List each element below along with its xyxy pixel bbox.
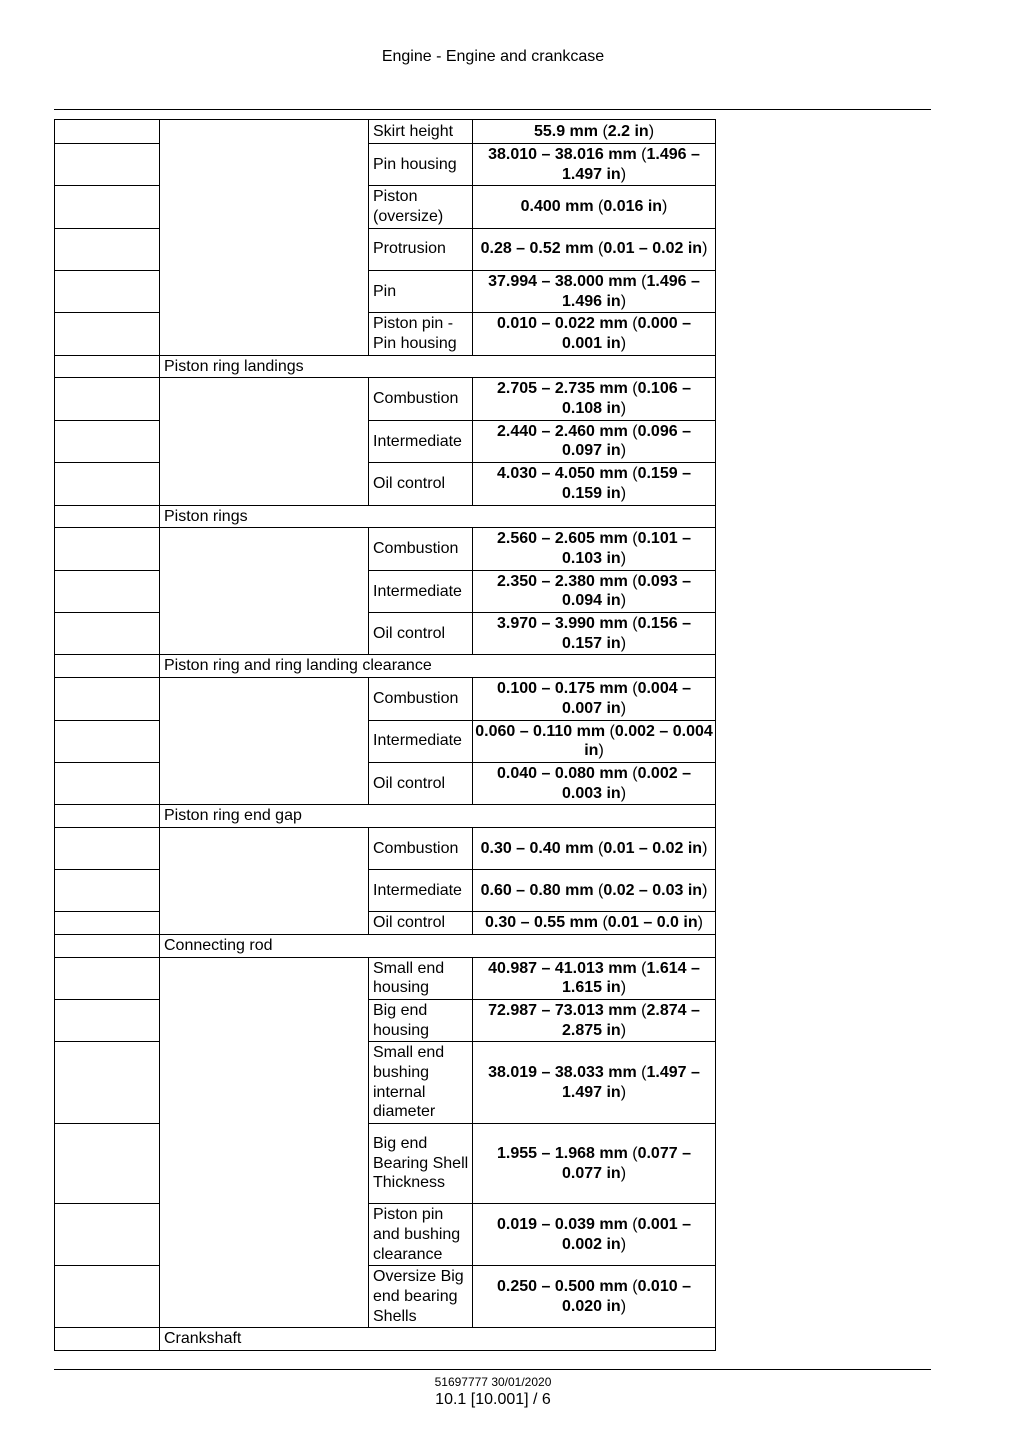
value-mm: 3.970 – 3.990 mm <box>497 615 628 633</box>
spec-label: Combustion <box>369 828 473 870</box>
value-in: 0.106 – 0.108 in <box>561 380 691 418</box>
spec-label: Piston (oversize) <box>369 186 473 228</box>
paren-close: ) <box>620 484 627 502</box>
spec-label: Oil control <box>369 762 473 804</box>
spec-row <box>55 378 716 420</box>
spec-value <box>473 144 716 186</box>
spec-row <box>55 228 716 270</box>
paren-open: ( <box>636 959 647 977</box>
spec-value <box>473 378 716 420</box>
header-rule <box>54 109 931 110</box>
value-in: 1.496 – 1.497 in <box>561 146 700 183</box>
paren-open: ( <box>627 1144 638 1162</box>
value-mm: 0.30 – 0.40 mm <box>480 839 594 857</box>
spec-label: Intermediate <box>369 420 473 462</box>
value-in: 0.010 – 0.020 in <box>561 1278 691 1315</box>
spec-row <box>55 720 716 762</box>
blank-cell <box>55 1124 160 1204</box>
section-title: Piston rings <box>160 505 716 528</box>
paren-open: ( <box>593 881 604 899</box>
value-mm: 0.30 – 0.55 mm <box>485 914 598 932</box>
spec-label: Intermediate <box>369 870 473 912</box>
paren-close: ) <box>620 400 627 418</box>
spec-row <box>55 144 716 186</box>
blank-cell <box>55 957 160 999</box>
paren-close: ) <box>620 1021 627 1039</box>
spec-label: Pin housing <box>369 144 473 186</box>
spec-row <box>55 912 716 935</box>
blank-cell <box>55 870 160 912</box>
paren-open: ( <box>627 422 638 440</box>
blank-cell <box>55 270 160 312</box>
blank-cell <box>55 1204 160 1266</box>
value-in: 1.497 – 1.497 in <box>561 1064 700 1101</box>
blank-cell <box>55 1266 160 1328</box>
paren-open: ( <box>593 839 604 857</box>
paren-open: ( <box>636 146 647 163</box>
section-title: Piston ring and ring landing clearance <box>160 655 716 678</box>
spec-label: Oil control <box>369 463 473 505</box>
paren-close: ) <box>620 165 627 183</box>
value-in: 0.101 – 0.103 in <box>561 530 691 567</box>
value-in: 0.02 – 0.03 in <box>603 881 703 899</box>
spec-row <box>55 1042 716 1124</box>
value-mm: 40.987 – 41.013 mm <box>488 959 637 977</box>
blank-cell <box>55 828 160 870</box>
spec-row <box>55 270 716 312</box>
blank-cell <box>55 228 160 270</box>
spec-label: Piston pin - Pin housing <box>369 313 473 355</box>
blank-cell <box>55 805 160 828</box>
value-in: 0.002 – 0.004 in <box>584 722 713 760</box>
paren-open: ( <box>627 680 638 698</box>
value-in: 0.093 – 0.094 in <box>561 572 691 610</box>
spec-label: Oil control <box>369 613 473 655</box>
spec-row <box>55 1204 716 1266</box>
spec-row <box>55 762 716 804</box>
spec-row <box>55 313 716 355</box>
paren-close: ) <box>598 742 604 760</box>
value-mm: 0.100 – 0.175 mm <box>497 680 628 698</box>
spec-label: Small end bushing internal diameter <box>369 1042 473 1124</box>
spec-value <box>473 570 716 612</box>
spec-value <box>473 1042 716 1124</box>
value-mm: 2.560 – 2.605 mm <box>497 530 628 548</box>
value-mm: 0.019 – 0.039 mm <box>497 1215 628 1233</box>
blank-cell <box>55 678 160 720</box>
value-in: 0.096 – 0.097 in <box>561 422 691 460</box>
section-title: Connecting rod <box>160 934 716 957</box>
blank-cell <box>55 463 160 505</box>
section-row <box>55 655 716 678</box>
value-mm: 72.987 – 73.013 mm <box>488 1001 637 1019</box>
spec-label: Intermediate <box>369 720 473 762</box>
spec-value <box>473 999 716 1041</box>
spec-label: Combustion <box>369 528 473 570</box>
blank-cell <box>55 378 160 420</box>
value-mm: 0.400 mm <box>520 198 594 216</box>
paren-close: ) <box>620 442 627 460</box>
value-in: 1.496 – 1.496 in <box>561 272 700 310</box>
spec-label: Intermediate <box>369 570 473 612</box>
value-in: 1.614 – 1.615 in <box>561 959 700 997</box>
spec-value <box>473 912 716 935</box>
spec-label: Skirt height <box>369 120 473 144</box>
spec-value <box>473 270 716 312</box>
spec-row <box>55 613 716 655</box>
blank-merged-cell <box>160 120 369 356</box>
value-mm: 0.60 – 0.80 mm <box>480 881 594 899</box>
spec-label: Oversize Big end bearing Shells <box>369 1266 473 1328</box>
value-in: 2.874 – 2.875 in <box>561 1001 700 1039</box>
paren-close: ) <box>702 240 708 258</box>
spec-table <box>54 119 716 1351</box>
paren-close: ) <box>620 1164 627 1182</box>
paren-close: ) <box>620 979 627 997</box>
section-row <box>55 355 716 378</box>
spec-label: Pin <box>369 270 473 312</box>
paren-close: ) <box>620 292 627 310</box>
value-in: 0.077 – 0.077 in <box>561 1144 691 1182</box>
spec-value <box>473 957 716 999</box>
paren-open: ( <box>627 530 638 548</box>
spec-value <box>473 463 716 505</box>
blank-cell <box>55 999 160 1041</box>
paren-open: ( <box>627 1278 638 1296</box>
spec-label: Small end housing <box>369 957 473 999</box>
spec-label: Big end Bearing Shell Thickness <box>369 1124 473 1204</box>
blank-cell <box>55 528 160 570</box>
paren-close: ) <box>620 1083 627 1101</box>
blank-cell <box>55 934 160 957</box>
blank-cell <box>55 1328 160 1351</box>
value-mm: 55.9 mm <box>533 122 599 140</box>
value-in: 0.004 – 0.007 in <box>561 680 691 717</box>
paren-close: ) <box>620 549 627 567</box>
value-in: 0.016 in <box>603 198 663 216</box>
blank-cell <box>55 720 160 762</box>
section-row <box>55 934 716 957</box>
value-mm: 0.060 – 0.110 mm <box>475 722 606 740</box>
blank-merged-cell <box>160 528 369 655</box>
blank-cell <box>55 1042 160 1124</box>
spec-row <box>55 828 716 870</box>
paren-open: ( <box>627 315 638 333</box>
section-row <box>55 505 716 528</box>
paren-close: ) <box>620 634 627 652</box>
spec-row <box>55 186 716 228</box>
value-in: 0.01 – 0.0 in <box>607 914 698 932</box>
spec-row <box>55 420 716 462</box>
value-mm: 4.030 – 4.050 mm <box>497 465 628 483</box>
spec-label: Piston pin and bushing clearance <box>369 1204 473 1266</box>
value-mm: 0.250 – 0.500 mm <box>497 1278 628 1296</box>
spec-value <box>473 720 716 762</box>
spec-row <box>55 678 716 720</box>
section-row <box>55 805 716 828</box>
paren-open: ( <box>627 615 638 633</box>
blank-cell <box>55 570 160 612</box>
spec-row <box>55 463 716 505</box>
spec-label: Protrusion <box>369 228 473 270</box>
spec-value <box>473 678 716 720</box>
spec-label: Combustion <box>369 378 473 420</box>
spec-row <box>55 957 716 999</box>
paren-close: ) <box>620 699 627 717</box>
paren-open: ( <box>593 240 604 258</box>
spec-value <box>473 313 716 355</box>
spec-row <box>55 870 716 912</box>
spec-value <box>473 828 716 870</box>
blank-cell <box>55 420 160 462</box>
footer-page-number: 10.1 [10.001] / 6 <box>435 1391 551 1408</box>
paren-close: ) <box>648 122 655 140</box>
spec-row <box>55 1124 716 1204</box>
spec-value <box>473 613 716 655</box>
spec-row <box>55 528 716 570</box>
blank-cell <box>55 655 160 678</box>
paren-close: ) <box>662 198 668 216</box>
spec-value <box>473 420 716 462</box>
value-in: 0.01 – 0.02 in <box>603 240 703 258</box>
paren-open: ( <box>636 272 647 290</box>
spec-label: Oil control <box>369 912 473 935</box>
paren-close: ) <box>702 839 708 857</box>
paren-open: ( <box>627 465 638 483</box>
value-mm: 37.994 – 38.000 mm <box>488 272 637 290</box>
blank-cell <box>55 186 160 228</box>
blank-cell <box>55 613 160 655</box>
spec-value <box>473 228 716 270</box>
value-mm: 38.010 – 38.016 mm <box>488 146 637 163</box>
blank-merged-cell <box>160 378 369 505</box>
paren-open: ( <box>627 1215 638 1233</box>
paren-close: ) <box>620 784 627 802</box>
section-title: Piston ring landings <box>160 355 716 378</box>
spec-value <box>473 870 716 912</box>
value-in: 2.2 in <box>607 122 649 140</box>
spec-value <box>473 528 716 570</box>
section-title: Crankshaft <box>160 1328 716 1351</box>
spec-value <box>473 762 716 804</box>
value-mm: 2.440 – 2.460 mm <box>497 422 628 440</box>
spec-label: Combustion <box>369 678 473 720</box>
paren-close: ) <box>620 1235 627 1253</box>
paren-open: ( <box>598 914 608 932</box>
value-mm: 2.350 – 2.380 mm <box>497 572 628 590</box>
footer-doc-ref: 51697777 30/01/2020 <box>434 1375 552 1389</box>
section-title: Piston ring end gap <box>160 805 716 828</box>
blank-cell <box>55 120 160 144</box>
value-mm: 0.040 – 0.080 mm <box>497 764 628 782</box>
value-in: 0.159 – 0.159 in <box>561 465 691 502</box>
footer-rule <box>54 1369 931 1370</box>
blank-merged-cell <box>160 957 369 1328</box>
value-in: 0.156 – 0.157 in <box>561 615 691 652</box>
paren-close: ) <box>620 1297 627 1315</box>
spec-row <box>55 120 716 144</box>
spec-row <box>55 570 716 612</box>
spec-row <box>55 999 716 1041</box>
spec-value <box>473 120 716 144</box>
paren-close: ) <box>620 592 627 610</box>
blank-cell <box>55 144 160 186</box>
value-mm: 2.705 – 2.735 mm <box>497 380 628 398</box>
blank-cell <box>55 313 160 355</box>
paren-close: ) <box>620 334 627 352</box>
spec-value <box>473 1266 716 1328</box>
paren-open: ( <box>627 572 638 590</box>
spec-value <box>473 1204 716 1266</box>
value-in: 0.001 – 0.002 in <box>561 1215 691 1253</box>
paren-open: ( <box>593 198 604 216</box>
paren-open: ( <box>627 380 638 398</box>
blank-merged-cell <box>160 828 369 935</box>
section-row <box>55 1328 716 1351</box>
page-header-title: Engine - Engine and crankcase <box>381 48 605 65</box>
blank-cell <box>55 355 160 378</box>
spec-value <box>473 1124 716 1204</box>
paren-open: ( <box>605 722 615 740</box>
paren-close: ) <box>697 914 703 932</box>
value-in: 0.002 – 0.003 in <box>561 764 691 802</box>
value-in: 0.000 – 0.001 in <box>561 315 691 352</box>
paren-open: ( <box>636 1064 647 1082</box>
paren-close: ) <box>702 881 708 899</box>
value-mm: 38.019 – 38.033 mm <box>488 1064 637 1082</box>
spec-value <box>473 186 716 228</box>
paren-open: ( <box>636 1001 647 1019</box>
blank-cell <box>55 505 160 528</box>
paren-open: ( <box>627 764 638 782</box>
blank-merged-cell <box>160 678 369 805</box>
value-in: 0.01 – 0.02 in <box>603 839 703 857</box>
spec-label: Big end housing <box>369 999 473 1041</box>
spec-row <box>55 1266 716 1328</box>
blank-cell <box>55 762 160 804</box>
value-mm: 0.010 – 0.022 mm <box>497 315 628 333</box>
value-mm: 1.955 – 1.968 mm <box>497 1144 628 1162</box>
blank-cell <box>55 912 160 935</box>
paren-open: ( <box>598 122 608 140</box>
value-mm: 0.28 – 0.52 mm <box>480 240 594 258</box>
